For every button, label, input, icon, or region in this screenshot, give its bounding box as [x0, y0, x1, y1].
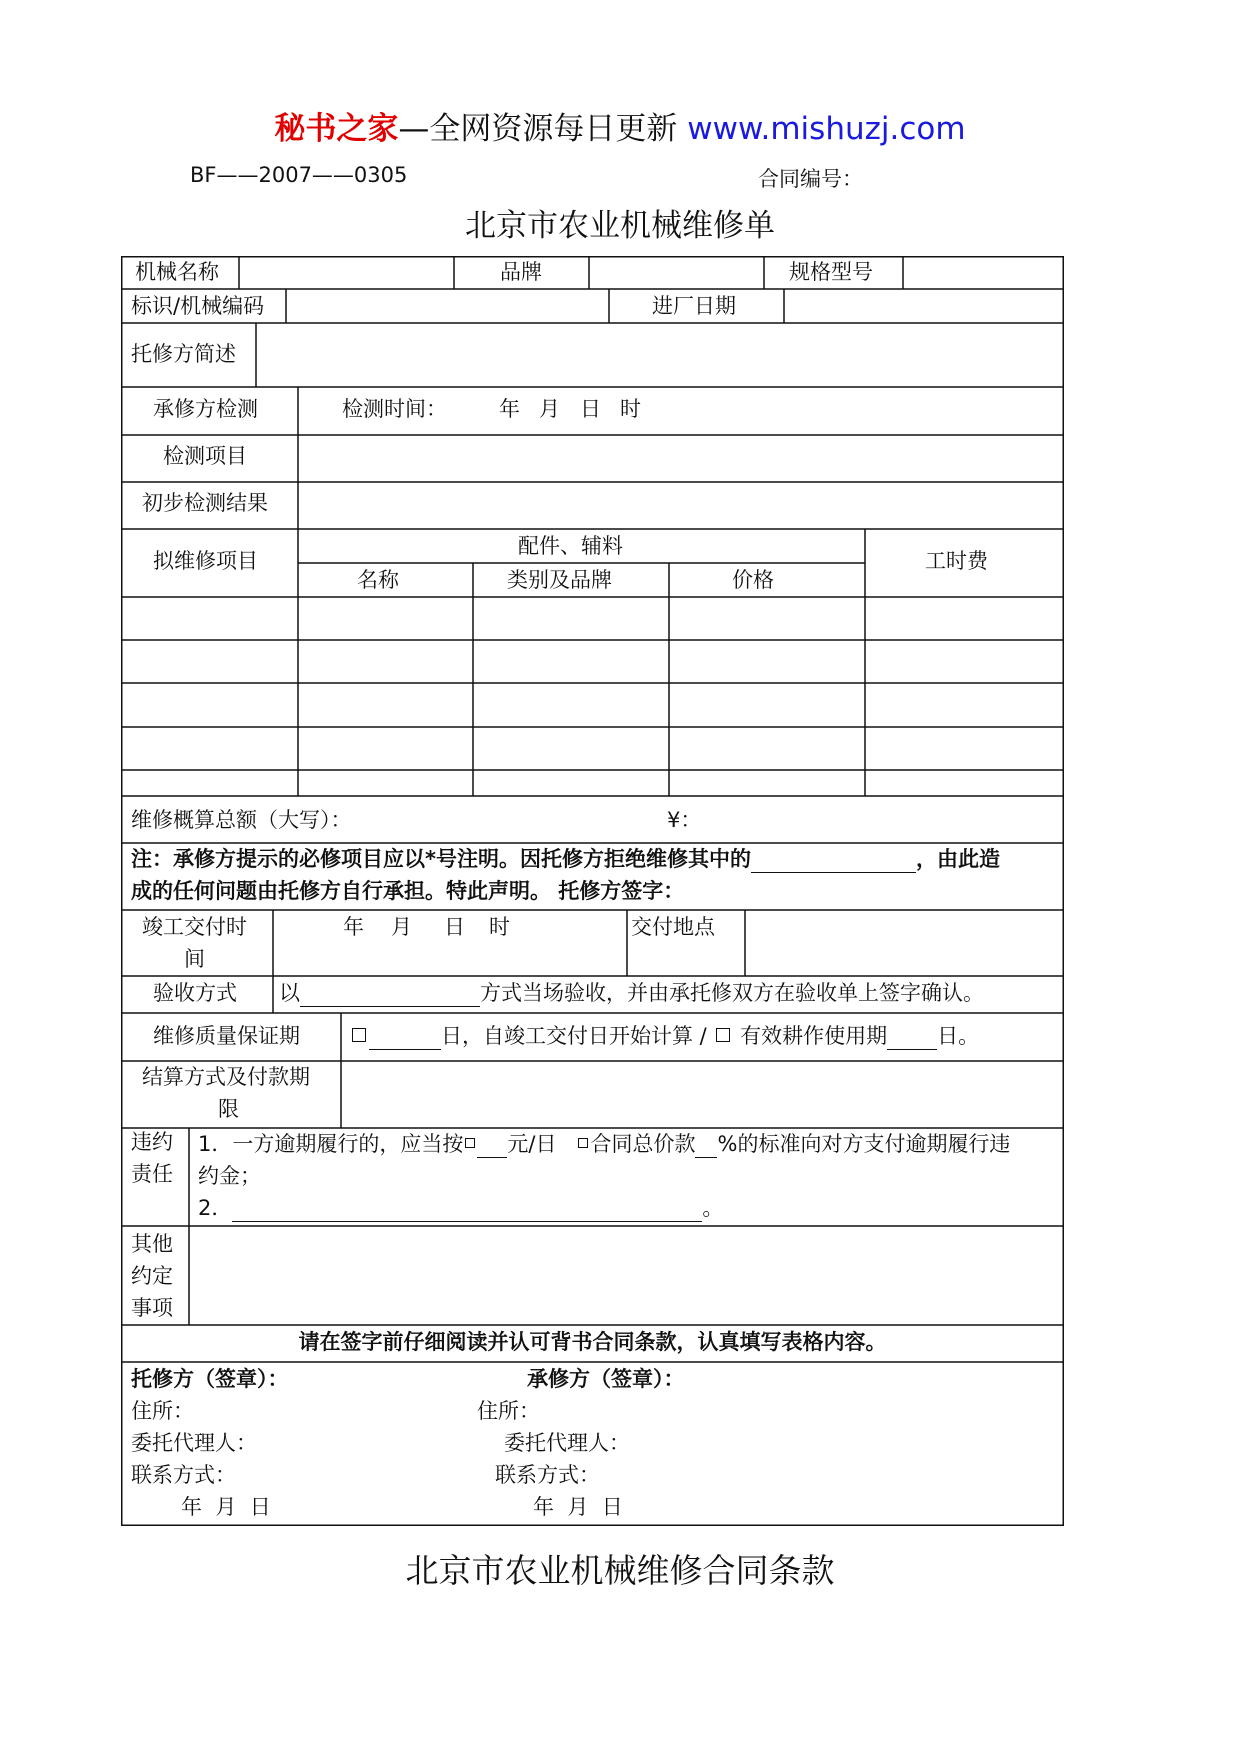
repairer-check-label: 承修方检测 — [153, 397, 258, 421]
breach-line-3 — [198, 1195, 723, 1222]
warranty-usage-blank[interactable] — [887, 1027, 937, 1050]
check-hour-label: 时 — [620, 397, 641, 421]
part-type-header: 类别及品牌 — [507, 568, 612, 592]
warranty-days-blank[interactable] — [369, 1027, 441, 1050]
total-price-checkbox[interactable] — [578, 1138, 588, 1148]
breach-line-1 — [198, 1131, 1010, 1158]
breach-text-end: 。 — [702, 1196, 724, 1220]
brand-label: 品牌 — [500, 260, 542, 284]
breach-text-b: 元/日 — [507, 1132, 557, 1156]
labor-fee-header: 工时费 — [925, 549, 988, 573]
warranty-text — [349, 1023, 979, 1050]
completion-month-label: 月 — [391, 915, 412, 939]
entry-date-label: 进厂日期 — [652, 294, 736, 318]
breach-line-2: 约金； — [198, 1164, 261, 1188]
check-items-label: 检测项目 — [163, 444, 247, 468]
breach-text-c: 合同总价款 — [590, 1132, 696, 1156]
acceptance-method-blank[interactable] — [300, 984, 480, 1007]
warranty-text-b: 有效耕作使用期 — [740, 1024, 888, 1048]
breach-text-2: 2． — [198, 1196, 233, 1220]
acceptance-text — [279, 980, 984, 1007]
model-label: 规格型号 — [789, 260, 873, 284]
header-tagline: —全网资源每日更新 — [398, 111, 678, 147]
owner-contact-label: 联系方式： — [131, 1463, 236, 1487]
contract-terms-title: 北京市农业机械维修合同条款 — [405, 1551, 835, 1590]
repairer-signature-label: 承修方（签章）： — [527, 1367, 685, 1391]
header-url-link[interactable]: www.mishuzj.com — [687, 111, 966, 147]
note-text-b: ，由此造 — [915, 847, 1000, 871]
owner-address-label: 住所： — [131, 1399, 194, 1423]
contract-number-label: 合同编号： — [758, 167, 863, 191]
id-code-label: 标识/机械编码 — [131, 294, 265, 318]
owner-date-label: 年 月 日 — [181, 1495, 271, 1519]
daily-penalty-checkbox[interactable] — [465, 1138, 475, 1148]
completion-time-label-2: 间 — [184, 947, 205, 971]
delivery-place-label: 交付地点 — [631, 915, 715, 939]
completion-hour-label: 时 — [489, 915, 510, 939]
repairer-address-label: 住所： — [477, 1399, 540, 1423]
breach-text-d: %的标准向对方支付逾期履行违 — [717, 1132, 1011, 1156]
warranty-usage-checkbox[interactable] — [716, 1028, 730, 1042]
note-text-a: 注：承修方提示的必修项目应以*号注明。因托修方拒绝维修其中的 — [131, 847, 751, 871]
check-time-label: 检测时间： — [342, 397, 447, 421]
breach-label-2: 责任 — [131, 1162, 173, 1186]
form-title: 北京市农业机械维修单 — [465, 208, 775, 244]
repairer-date-label: 年 月 日 — [533, 1495, 623, 1519]
part-price-header: 价格 — [732, 568, 774, 592]
owner-agent-label: 委托代理人： — [131, 1431, 257, 1455]
header-brand: 秘书之家 — [274, 111, 399, 147]
warranty-text-c: 日。 — [937, 1024, 980, 1048]
payment-label-2: 限 — [218, 1097, 239, 1121]
planned-items-label: 拟维修项目 — [153, 549, 258, 573]
daily-penalty-blank[interactable] — [477, 1135, 507, 1158]
yuan-label: ¥： — [667, 808, 702, 832]
machine-name-label: 机械名称 — [135, 260, 219, 284]
repair-form — [121, 256, 1064, 1526]
completion-time-label-1: 竣工交付时 — [142, 915, 247, 939]
warranty-text-a: 日，自竣工交付日开始计算 / — [441, 1024, 707, 1048]
acceptance-text-b: 方式当场验收，并由承托修双方在验收单上签字确认。 — [480, 981, 984, 1005]
other-label-1: 其他 — [131, 1232, 173, 1256]
note-line-2: 成的任何问题由托修方自行承担。特此声明。 托修方签字： — [131, 879, 685, 903]
check-day-label: 日 — [580, 397, 601, 421]
document-code: BF——2007——0305 — [190, 163, 408, 187]
percent-blank[interactable] — [695, 1135, 717, 1158]
breach-text-a: 1．一方逾期履行的，应当按 — [198, 1132, 464, 1156]
read-notice: 请在签字前仔细阅读并认可背书合同条款，认真填写表格内容。 — [298, 1330, 887, 1354]
total-estimate-label: 维修概算总额（大写）： — [131, 808, 352, 832]
acceptance-text-a: 以 — [279, 981, 300, 1005]
completion-year-label: 年 — [343, 915, 364, 939]
acceptance-label: 验收方式 — [153, 981, 237, 1005]
owner-signature-label: 托修方（签章）： — [131, 1367, 289, 1391]
initial-result-label: 初步检测结果 — [142, 491, 268, 515]
note-line-1 — [131, 846, 1000, 873]
repairer-agent-label: 委托代理人： — [504, 1431, 630, 1455]
other-label-3: 事项 — [131, 1296, 173, 1320]
warranty-days-checkbox[interactable] — [352, 1028, 366, 1042]
check-year-label: 年 — [499, 397, 520, 421]
refused-item-blank[interactable] — [751, 850, 916, 873]
check-month-label: 月 — [539, 397, 560, 421]
part-name-header: 名称 — [357, 568, 399, 592]
breach-clause-2-blank[interactable] — [232, 1199, 702, 1222]
completion-day-label: 日 — [444, 915, 465, 939]
other-label-2: 约定 — [131, 1264, 173, 1288]
header-banner — [0, 103, 1240, 148]
parts-header: 配件、辅料 — [518, 534, 623, 558]
repairer-contact-label: 联系方式： — [495, 1463, 600, 1487]
warranty-label: 维修质量保证期 — [153, 1024, 300, 1048]
owner-description-label: 托修方简述 — [131, 342, 236, 366]
breach-label-1: 违约 — [131, 1130, 173, 1154]
payment-label-1: 结算方式及付款期 — [142, 1065, 310, 1089]
